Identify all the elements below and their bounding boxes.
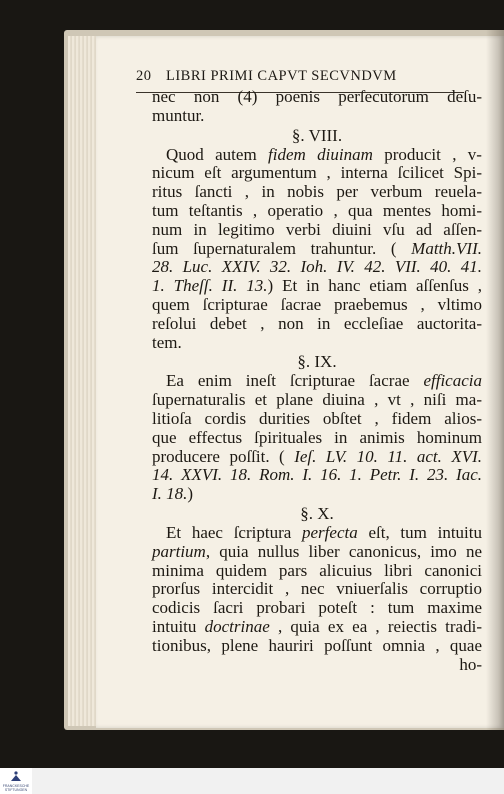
logo-text: FRANCKESCHE STIFTUNGEN [2,784,30,792]
section-heading: §. VIII. [291,125,343,145]
text-line: codicis ſacri probari poteſt : tum maxime [152,598,482,618]
text-line: producere poſſit. ( Ieſ. LV. 10. 11. act. XVI. [152,446,483,466]
text-line: intuitu doctrinae , quia ex ea , reiectis tradi- [152,616,482,636]
text-line: ſum ſupernaturalem trahuntur. ( Matth.VII. [152,238,482,258]
text-line: litioſa cordis durities obſtet , fidem alios- [152,408,482,428]
institution-logo[interactable] [0,768,32,794]
text-line: 14. XXVI. 18. Rom. I. 16. 1. Petr. I. 23. Iac. [152,465,482,485]
text-line: Ea enim ineſt ſcripturae ſacrae efficacia [166,371,482,391]
book-page [96,36,504,728]
body-text [152,88,482,674]
text-line: minima quidem pars alicuius libri canonici [152,560,482,580]
text-line: Quod autem fidem diuinam producit , v- [166,144,482,164]
text-line: muntur. [152,105,205,125]
reader-figure-icon [10,771,22,781]
text-line: quem ſcripturae ſacrae praebemus , vltimo [152,294,482,314]
text-line: nicum eſt argumentum , interna ſcilicet Spi- [152,163,482,183]
text-line: ritus ſancti , in nobis per verbum reuela- [152,182,482,202]
viewer-footer [0,768,504,794]
text-line: num in legitimo verbi diuini vſu ad aſſen- [152,219,482,239]
page-number: 20 [136,68,152,84]
gutter-shadow [486,30,504,730]
section-heading: §. IX. [297,352,337,372]
text-line: prorſus intercidit , nec vniuerſalis corruptio [152,579,482,599]
text-line: 1. Theſſ. II. 13.) Et in hanc etiam aſſenſus , [152,276,483,296]
text-line: nec non (4) poenis perſecutorum deſu- [152,87,482,106]
text-line: reſolui debet , non in eccleſiae auctorita- [152,313,482,333]
text-line: Et haec ſcriptura perfecta eſt, tum intuitu [166,522,482,542]
text-line: ſupernaturalis et plane diuina , vt , niſi ma- [152,390,482,410]
text-line: partium, quia nullus liber canonicus, imo ne [152,541,482,561]
text-line: I. 18.) [152,484,194,504]
section-heading: §. X. [300,503,334,523]
text-line: 28. Luc. XXIV. 32. Ioh. IV. 42. VII. 40. 41. [152,257,482,277]
text-line: tum teſtantis , operatio , qua mentes homi- [152,200,482,220]
text-line: tem. [152,332,182,352]
catchword: ho- [459,654,482,674]
text-line: que effectus ſpirituales in animis hominum [152,427,482,447]
running-head-title: LIBRI PRIMI CAPVT SECVNDVM [166,68,397,84]
text-line: tionibus, plene hauriri poſſunt omnia , quae [152,635,482,655]
